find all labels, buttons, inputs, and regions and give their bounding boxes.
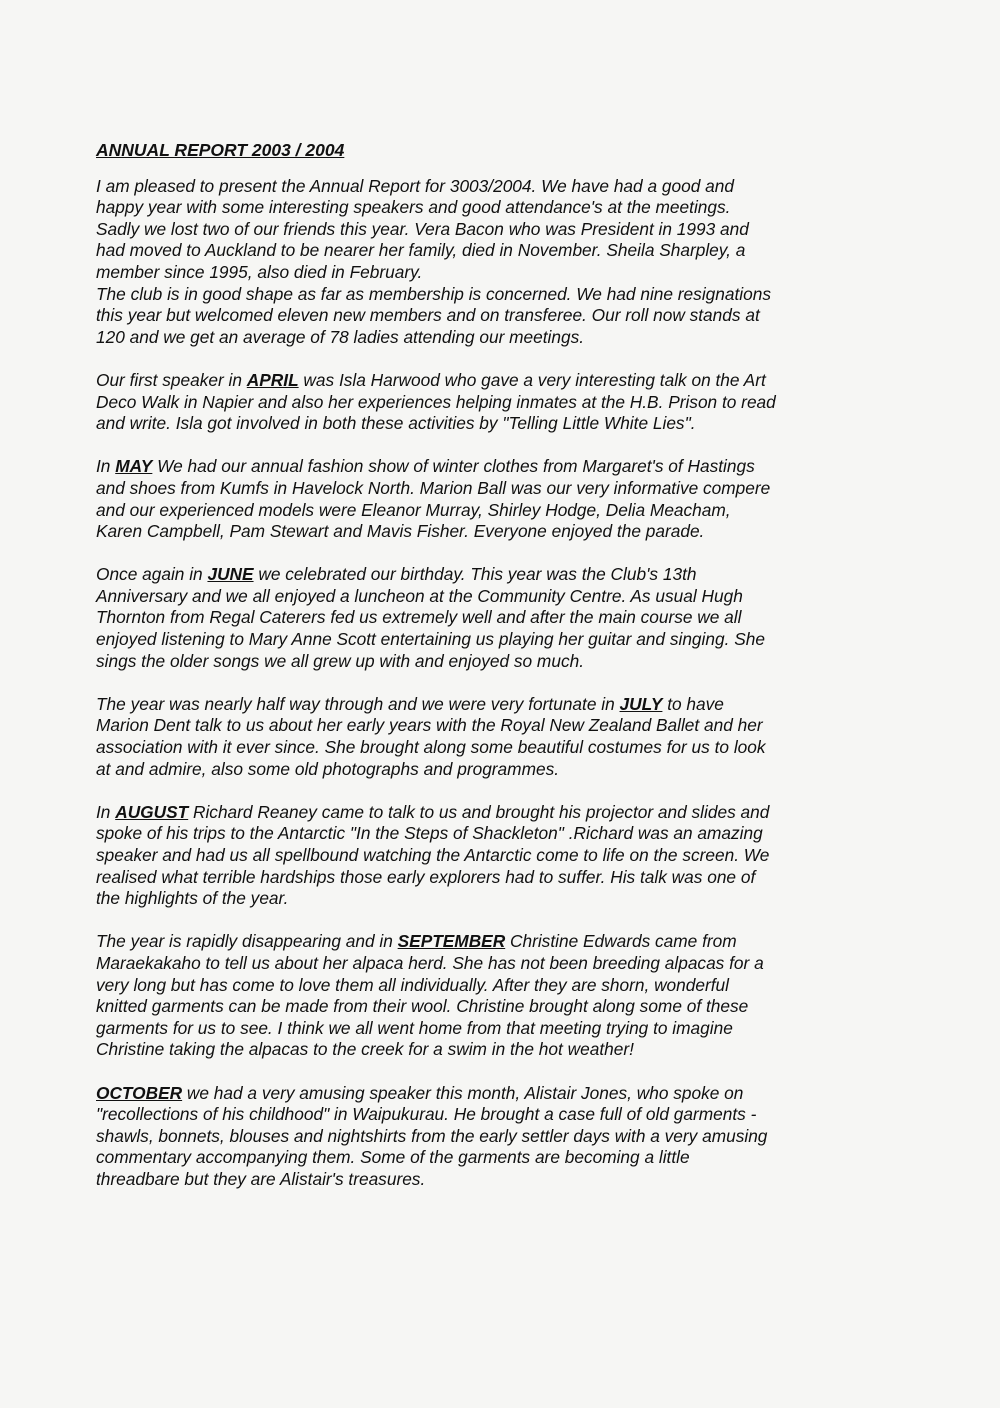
report-body: [96, 140, 896, 1212]
paragraph-line: knitted garments can be made from their wool. Christine brought along some of these: [96, 996, 749, 1017]
line-rest: Christine Edwards came from: [505, 931, 737, 952]
month-heading: MAY: [115, 456, 153, 477]
paragraph-line: Maraekakaho to tell us about her alpaca herd. She has not been breeding alpacas for a: [96, 952, 764, 973]
paragraph-line: "recollections of his childhood" in Waipukurau. He brought a case full of old garments -: [96, 1104, 757, 1125]
paragraph-first-line: [96, 456, 896, 478]
paragraph-line: at and admire, also some old photographs and programmes.: [96, 758, 560, 779]
paragraph-first-line: [96, 1083, 896, 1105]
paragraph-first-line: [96, 694, 896, 716]
line-rest: Richard Reaney came to talk to us and brought his projector and slides and: [188, 801, 770, 822]
september-paragraph: [96, 931, 896, 1061]
april-paragraph: [96, 370, 896, 435]
line-rest: was Isla Harwood who gave a very interesting talk on the Art: [298, 369, 766, 390]
intro-line: 120 and we get an average of 78 ladies attending our meetings.: [96, 326, 585, 347]
intro-line: happy year with some interesting speakers and good attendance's at the meetings.: [96, 197, 731, 218]
month-heading: SEPTEMBER: [397, 931, 506, 952]
line-rest: We had our annual fashion show of winter clothes from Margaret's of Hastings: [152, 456, 755, 477]
line-rest: we celebrated our birthday. This year was the Club's 13th: [253, 564, 697, 585]
october-paragraph: [96, 1083, 896, 1191]
paragraph-first-line: [96, 802, 896, 824]
paragraph-line: Christine taking the alpacas to the creek for a swim in the hot weather!: [96, 1039, 634, 1060]
paragraph-line: realised what terrible hardships those early explorers had to suffer. His talk was one of: [96, 866, 756, 887]
line-rest: we had a very amusing speaker this month, Alistair Jones, who spoke on: [182, 1082, 744, 1103]
paragraph-line: spoke of his trips to the Antarctic "In the Steps of Shackleton" .Richard was an amazing: [96, 823, 763, 844]
line-rest: to have: [662, 693, 724, 714]
intro-line: member since 1995, also died in February.: [96, 261, 423, 282]
intro-paragraph: [96, 176, 896, 349]
may-paragraph: [96, 456, 896, 542]
paragraph-first-line: [96, 931, 896, 953]
paragraph-line: threadbare but they are Alistair's treasures.: [96, 1168, 426, 1189]
paragraph-line: sings the older songs we all grew up with and enjoyed so much.: [96, 650, 584, 671]
paragraph-line: Marion Dent talk to us about her early years with the Royal New Zealand Ballet and her: [96, 715, 763, 736]
line-prefix: Once again in: [96, 564, 208, 585]
line-prefix: The year was nearly half way through and we were very fortunate in: [96, 693, 620, 714]
month-heading: APRIL: [246, 369, 299, 390]
paragraph-line: association with it ever since. She brought along some beautiful costumes for us to look: [96, 737, 766, 758]
paragraph-line: Karen Campbell, Pam Stewart and Mavis Fisher. Everyone enjoyed the parade.: [96, 521, 705, 542]
line-prefix: In: [96, 456, 116, 477]
paragraph-line: Thornton from Regal Caterers fed us extremely well and after the main course we all: [96, 607, 742, 628]
july-paragraph: [96, 694, 896, 780]
paragraph-line: garments for us to see. I think we all went home from that meeting trying to imagine: [96, 1017, 733, 1038]
paragraph-line: and shoes from Kumfs in Havelock North. Marion Ball was our very informative compere: [96, 477, 771, 498]
report-title: ANNUAL REPORT 2003 / 2004: [96, 140, 345, 160]
june-paragraph: [96, 564, 896, 672]
august-paragraph: [96, 802, 896, 910]
intro-line: had moved to Auckland to be nearer her family, died in November. Sheila Sharpley, a: [96, 240, 746, 261]
month-heading: JUNE: [207, 564, 254, 585]
paragraph-line: and write. Isla got involved in both these activities by "Telling Little White Lies".: [96, 413, 696, 434]
month-heading: JULY: [619, 693, 663, 714]
line-prefix: In: [96, 801, 116, 822]
line-prefix: Our first speaker in: [96, 369, 247, 390]
intro-line: The club is in good shape as far as membership is concerned. We had nine resignations: [96, 283, 771, 304]
intro-line: Sadly we lost two of our friends this year. Vera Bacon who was President in 1993 and: [96, 218, 749, 239]
paragraph-line: shawls, bonnets, blouses and nightshirts from the early settler days with a very amusing: [96, 1125, 768, 1146]
paragraph-first-line: [96, 564, 896, 586]
paragraph-line: Deco Walk in Napier and also her experiences helping inmates at the H.B. Prison to read: [96, 391, 776, 412]
intro-line: this year but welcomed eleven new members and on transferee. Our roll now stands at: [96, 305, 760, 326]
paragraph-line: and our experienced models were Eleanor Murray, Shirley Hodge, Delia Meacham,: [96, 499, 731, 520]
paragraph-line: the highlights of the year.: [96, 888, 289, 909]
month-heading: OCTOBER: [96, 1082, 183, 1103]
month-heading: AUGUST: [115, 801, 189, 822]
paragraph-line: Anniversary and we all enjoyed a luncheon at the Community Centre. As usual Hugh: [96, 585, 743, 606]
paragraph-line: speaker and had us all spellbound watching the Antarctic come to life on the screen. We: [96, 845, 770, 865]
paragraph-line: enjoyed listening to Mary Anne Scott entertaining us playing her guitar and singing. She: [96, 629, 765, 650]
paragraph-line: very long but has come to love them all individually. After they are shorn, wonderful: [96, 974, 730, 995]
intro-line: I am pleased to present the Annual Report for 3003/2004. We have had a good and: [96, 175, 734, 196]
paragraph-first-line: [96, 370, 896, 392]
line-prefix: The year is rapidly disappearing and in: [96, 931, 398, 952]
paragraph-line: commentary accompanying them. Some of the garments are becoming a little: [96, 1147, 690, 1168]
